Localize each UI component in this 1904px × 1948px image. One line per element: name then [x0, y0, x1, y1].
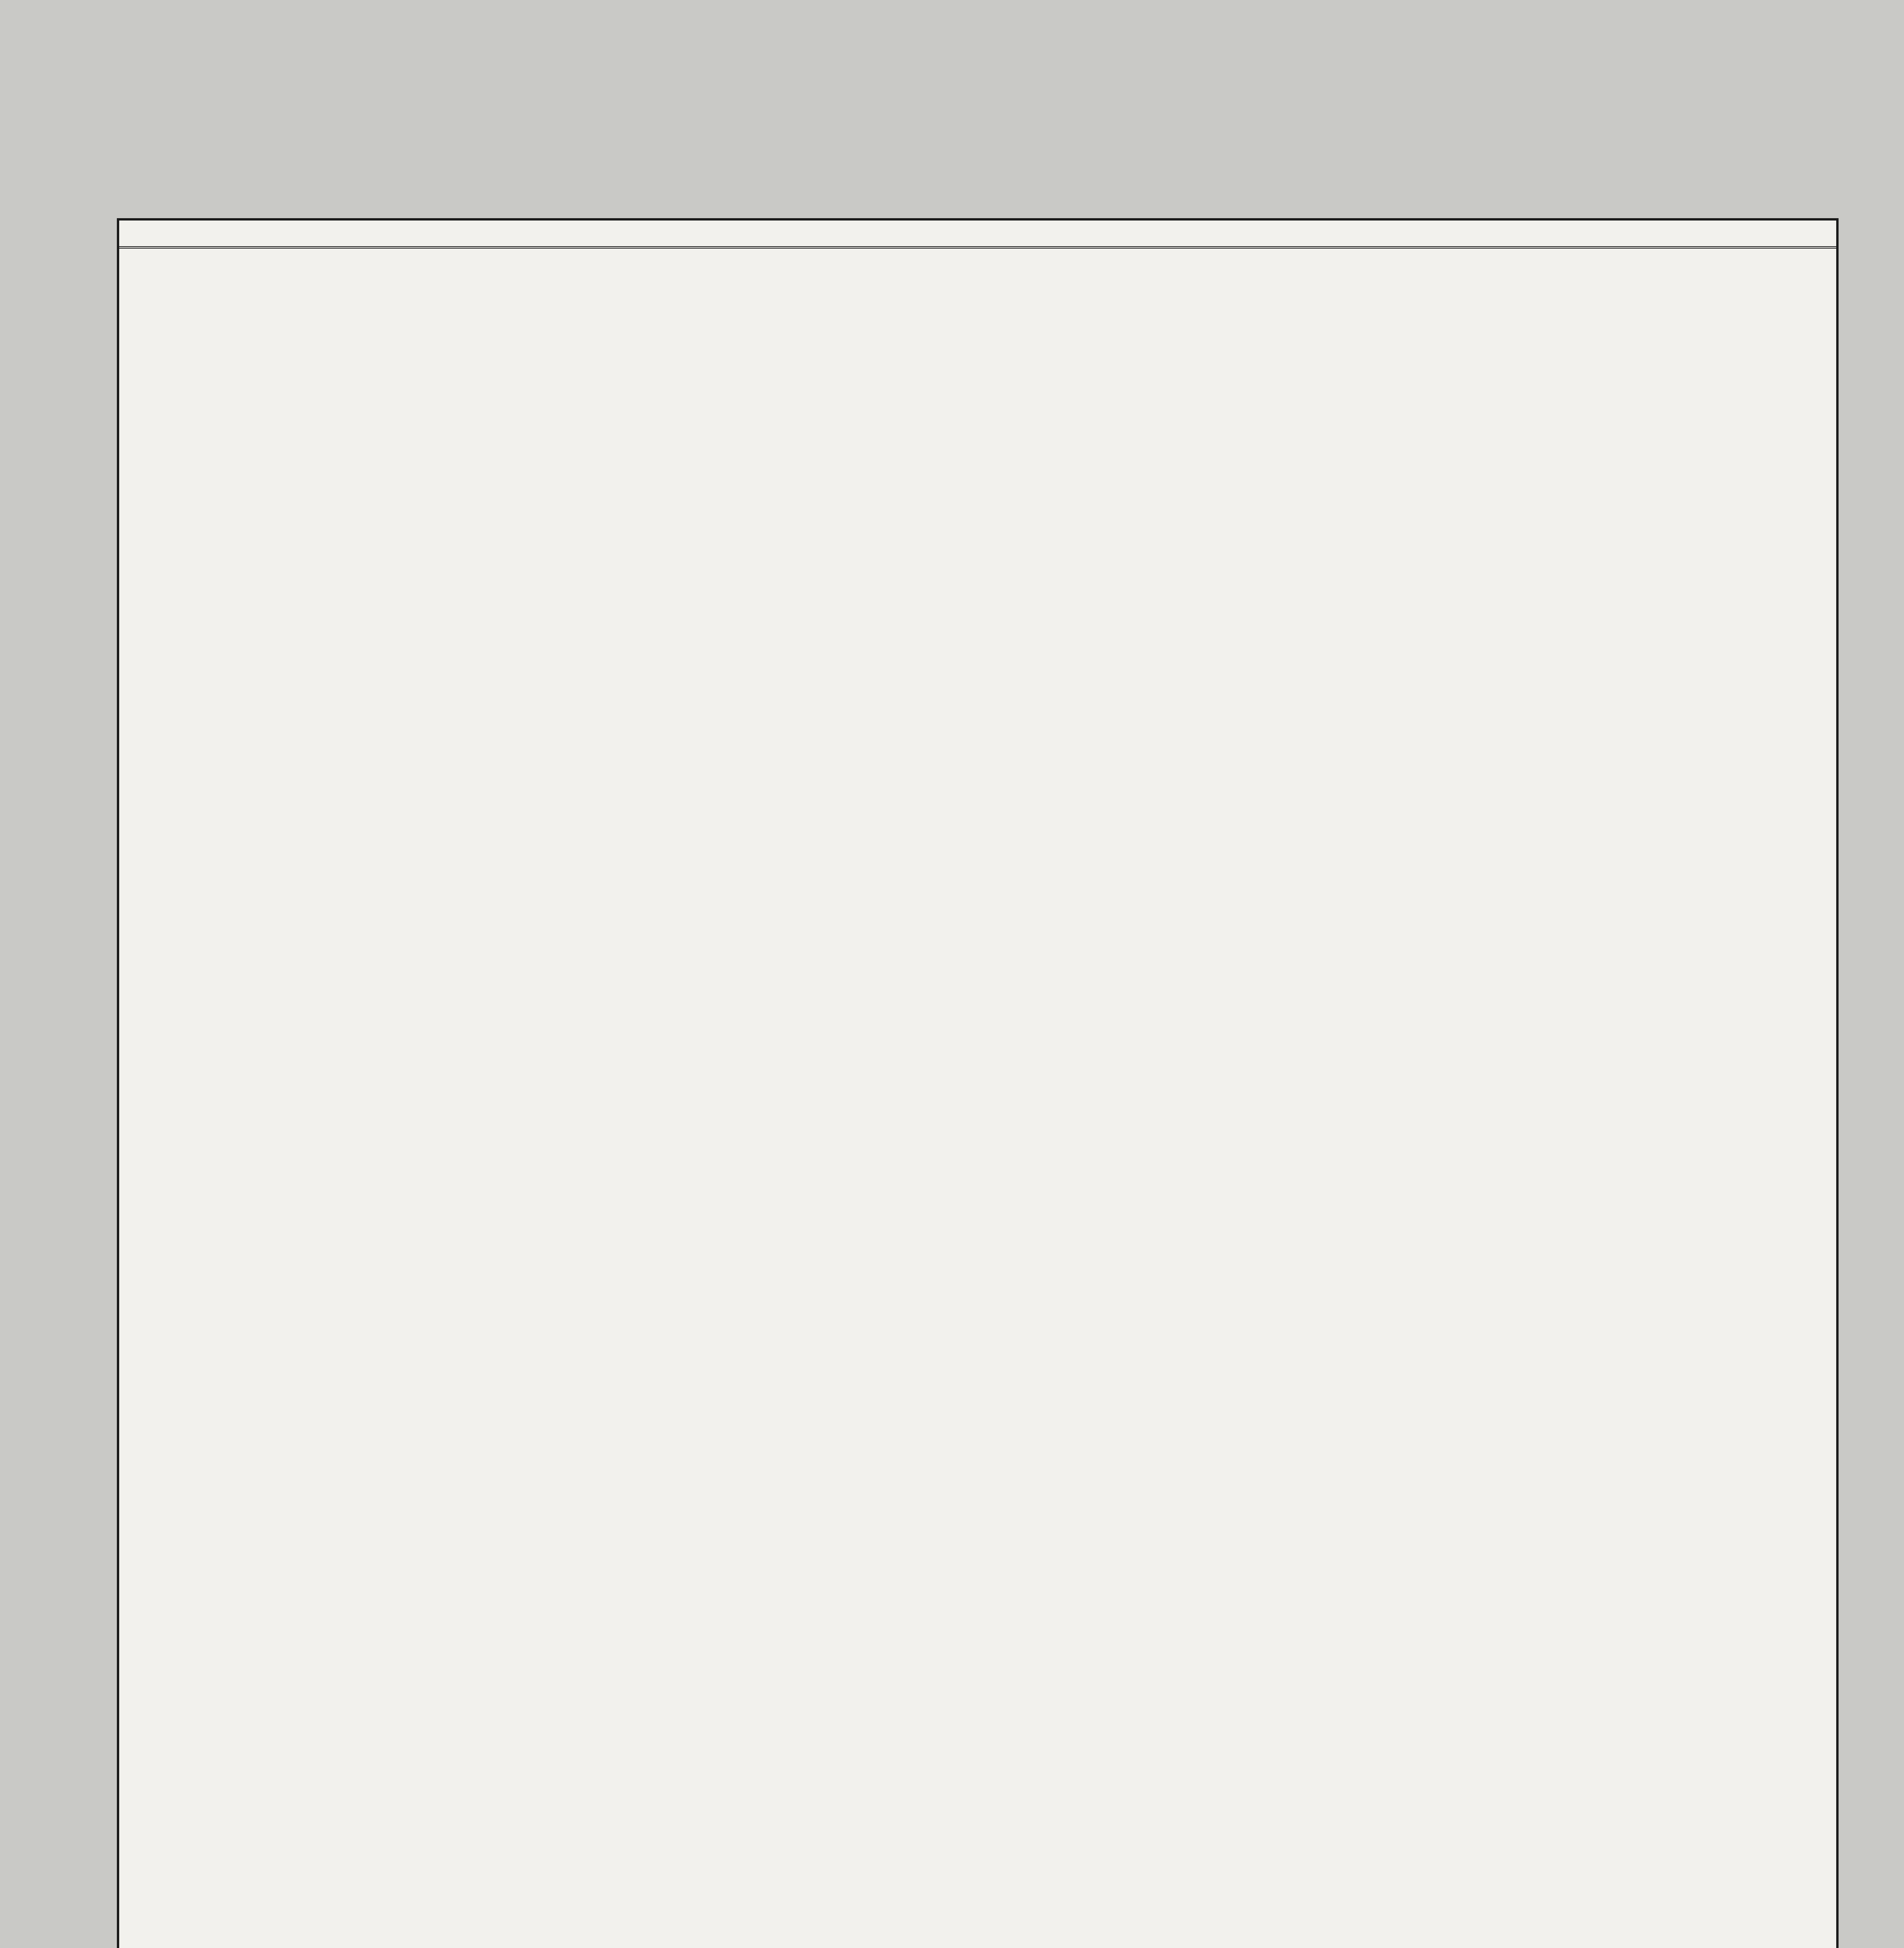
- newspaper-page: [117, 218, 1839, 1948]
- masthead: [119, 221, 1836, 249]
- body-area: [119, 251, 1836, 1948]
